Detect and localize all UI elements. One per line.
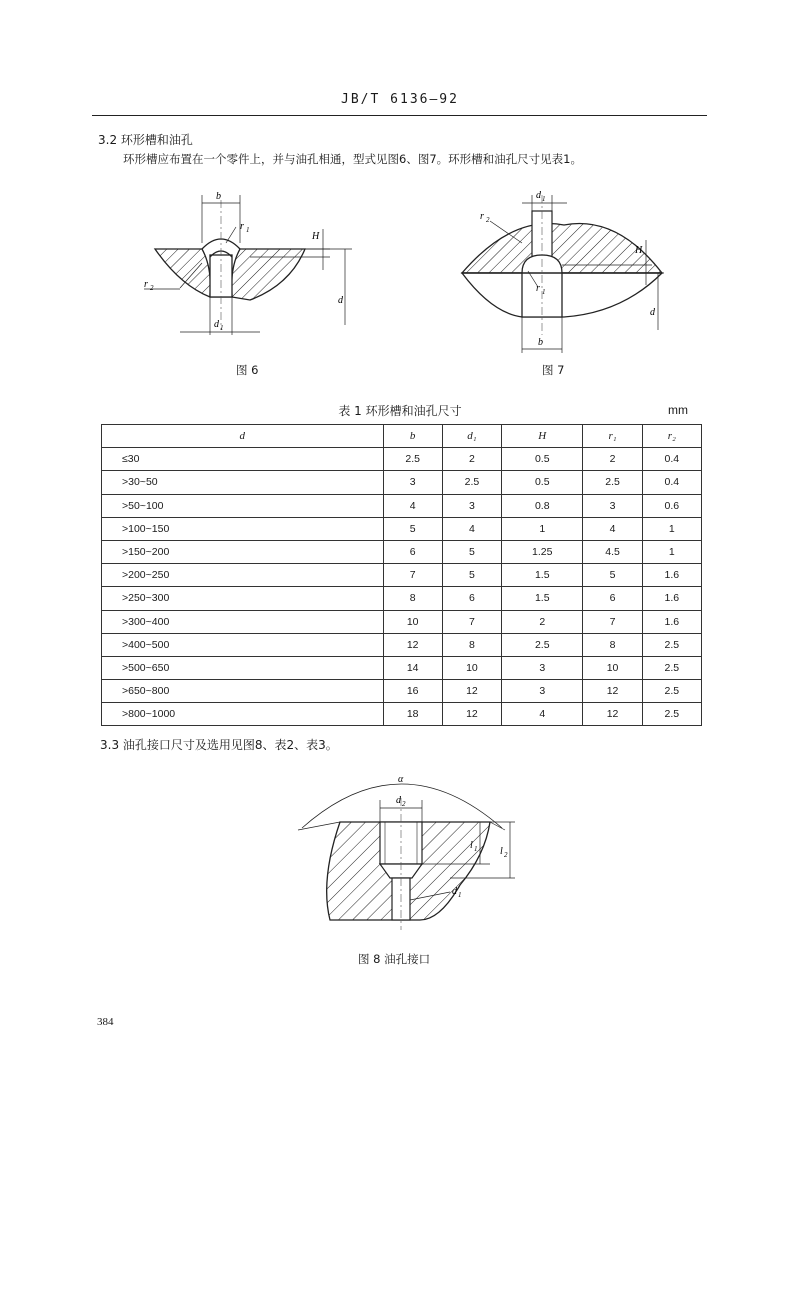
fig7-label-d1-sub: 1 <box>542 195 546 203</box>
cell: 1.6 <box>642 564 701 587</box>
cell: 1 <box>642 540 701 563</box>
cell: 12 <box>583 680 642 703</box>
cell: 2.5 <box>442 471 501 494</box>
section-3-3-heading: 3.3 油孔接口尺寸及选用见图8、表2、表3。 <box>100 738 338 752</box>
table-row <box>102 703 702 726</box>
table-row <box>102 494 702 517</box>
cell: 2 <box>442 448 501 471</box>
cell: 8 <box>442 633 501 656</box>
cell: 10 <box>583 656 642 679</box>
cell: 5 <box>442 540 501 563</box>
table-header-row <box>102 425 702 448</box>
cell: 4.5 <box>583 540 642 563</box>
cell: 1 <box>502 517 583 540</box>
table-row <box>102 633 702 656</box>
table-row <box>102 517 702 540</box>
fig8-label-d1-sub: 1 <box>458 891 462 899</box>
fig8-label-alpha: α <box>398 774 404 785</box>
cell: 2.5 <box>642 703 701 726</box>
cell: >800~1000 <box>102 703 384 726</box>
cell: 2 <box>502 610 583 633</box>
cell: 2.5 <box>583 471 642 494</box>
fig6-label-r2: r <box>144 279 148 290</box>
cell: >200~250 <box>102 564 384 587</box>
table-row <box>102 564 702 587</box>
fig6-label-b: b <box>216 191 221 202</box>
table-row <box>102 587 702 610</box>
cell: 10 <box>383 610 442 633</box>
cell: 5 <box>583 564 642 587</box>
cell: 12 <box>442 703 501 726</box>
col-header-d1: d₁ <box>442 425 501 448</box>
cell: 0.4 <box>642 448 701 471</box>
fig7-label-b: b <box>538 337 543 348</box>
cell: 6 <box>383 540 442 563</box>
cell: >300~400 <box>102 610 384 633</box>
fig6-label-H: H <box>312 231 320 242</box>
cell: 1.5 <box>502 587 583 610</box>
fig8-label-l1-sub: 1 <box>474 845 478 853</box>
fig6-label-d1-sub: 1 <box>220 324 224 332</box>
cell: 18 <box>383 703 442 726</box>
cell: >500~650 <box>102 656 384 679</box>
col-header-H: H <box>502 425 583 448</box>
section-3-2-heading: 3.2 环形槽和油孔 <box>98 133 193 147</box>
cell: >30~50 <box>102 471 384 494</box>
cell: 6 <box>583 587 642 610</box>
fig8-label-l1: l <box>470 840 473 851</box>
cell: 1 <box>642 517 701 540</box>
fig8-label-d2: d <box>396 795 401 806</box>
cell: 8 <box>383 587 442 610</box>
fig6-label-d1: d <box>214 319 219 330</box>
cell: 10 <box>442 656 501 679</box>
cell: 3 <box>383 471 442 494</box>
fig8-label-d2-sub: 2 <box>402 800 406 808</box>
figure-6-diagram <box>140 185 370 345</box>
fig7-label-r2: r <box>480 211 484 222</box>
col-header-d: d <box>102 425 384 448</box>
cell: >250~300 <box>102 587 384 610</box>
table-row <box>102 610 702 633</box>
cell: 7 <box>383 564 442 587</box>
cell: 0.4 <box>642 471 701 494</box>
cell: 12 <box>442 680 501 703</box>
cell: 5 <box>383 517 442 540</box>
cell: 1.5 <box>502 564 583 587</box>
cell: 4 <box>383 494 442 517</box>
table-1 <box>101 424 702 726</box>
fig8-label-l2: l <box>500 846 503 857</box>
table-row <box>102 680 702 703</box>
cell: 8 <box>583 633 642 656</box>
cell: 12 <box>383 633 442 656</box>
cell: >650~800 <box>102 680 384 703</box>
figure-7-caption: 图 7 <box>542 363 565 377</box>
cell: 4 <box>442 517 501 540</box>
cell: ≤30 <box>102 448 384 471</box>
cell: >100~150 <box>102 517 384 540</box>
table-row <box>102 448 702 471</box>
cell: 14 <box>383 656 442 679</box>
col-header-r2: r₂ <box>642 425 701 448</box>
fig7-label-H: H <box>635 245 643 256</box>
fig6-label-r1-sub: 1 <box>246 226 250 234</box>
fig7-label-d: d <box>650 307 655 318</box>
header-rule <box>92 115 707 116</box>
section-3-2-paragraph: 环形槽应布置在一个零件上，并与油孔相通，型式见图6、图7。环形槽和油孔尺寸见表1。 <box>123 152 582 166</box>
table-row <box>102 540 702 563</box>
cell: 0.5 <box>502 471 583 494</box>
cell: 0.5 <box>502 448 583 471</box>
figure-8-caption: 图 8 油孔接口 <box>358 952 431 966</box>
cell: 1.6 <box>642 610 701 633</box>
cell: 3 <box>502 656 583 679</box>
table-1-unit: mm <box>668 403 688 417</box>
table-row <box>102 471 702 494</box>
table-1-caption: 表 1 环形槽和油孔尺寸 <box>338 404 462 418</box>
running-header: JB/T 6136—92 <box>341 92 459 107</box>
cell: 3 <box>442 494 501 517</box>
cell: 7 <box>583 610 642 633</box>
fig6-label-r1: r <box>240 221 244 232</box>
cell: 0.8 <box>502 494 583 517</box>
fig7-label-d1: d <box>536 190 541 201</box>
fig8-label-l2-sub: 2 <box>504 851 508 859</box>
cell: 1.6 <box>642 587 701 610</box>
cell: >50~100 <box>102 494 384 517</box>
cell: 2 <box>583 448 642 471</box>
col-header-r1: r₁ <box>583 425 642 448</box>
figure-6-caption: 图 6 <box>236 363 259 377</box>
col-header-b: b <box>383 425 442 448</box>
cell: 2.5 <box>502 633 583 656</box>
fig7-label-r1-sub: 1 <box>542 288 546 296</box>
fig8-label-d1: d <box>452 886 457 897</box>
fig6-label-r2-sub: 2 <box>150 284 154 292</box>
fig6-label-d: d <box>338 295 343 306</box>
cell: 2.5 <box>642 656 701 679</box>
cell: >150~200 <box>102 540 384 563</box>
fig7-label-r2-sub: 2 <box>486 216 490 224</box>
cell: 3 <box>502 680 583 703</box>
cell: 2.5 <box>383 448 442 471</box>
cell: 2.5 <box>642 633 701 656</box>
cell: 16 <box>383 680 442 703</box>
cell: 0.6 <box>642 494 701 517</box>
cell: 1.25 <box>502 540 583 563</box>
fig7-label-r1: r <box>536 283 540 294</box>
cell: 12 <box>583 703 642 726</box>
cell: 5 <box>442 564 501 587</box>
cell: 2.5 <box>642 680 701 703</box>
cell: 7 <box>442 610 501 633</box>
cell: 6 <box>442 587 501 610</box>
cell: >400~500 <box>102 633 384 656</box>
cell: 4 <box>583 517 642 540</box>
page-number: 384 <box>97 1016 114 1028</box>
cell: 4 <box>502 703 583 726</box>
cell: 3 <box>583 494 642 517</box>
figure-7-diagram <box>452 185 672 355</box>
table-row <box>102 656 702 679</box>
figure-8-diagram <box>290 770 530 940</box>
